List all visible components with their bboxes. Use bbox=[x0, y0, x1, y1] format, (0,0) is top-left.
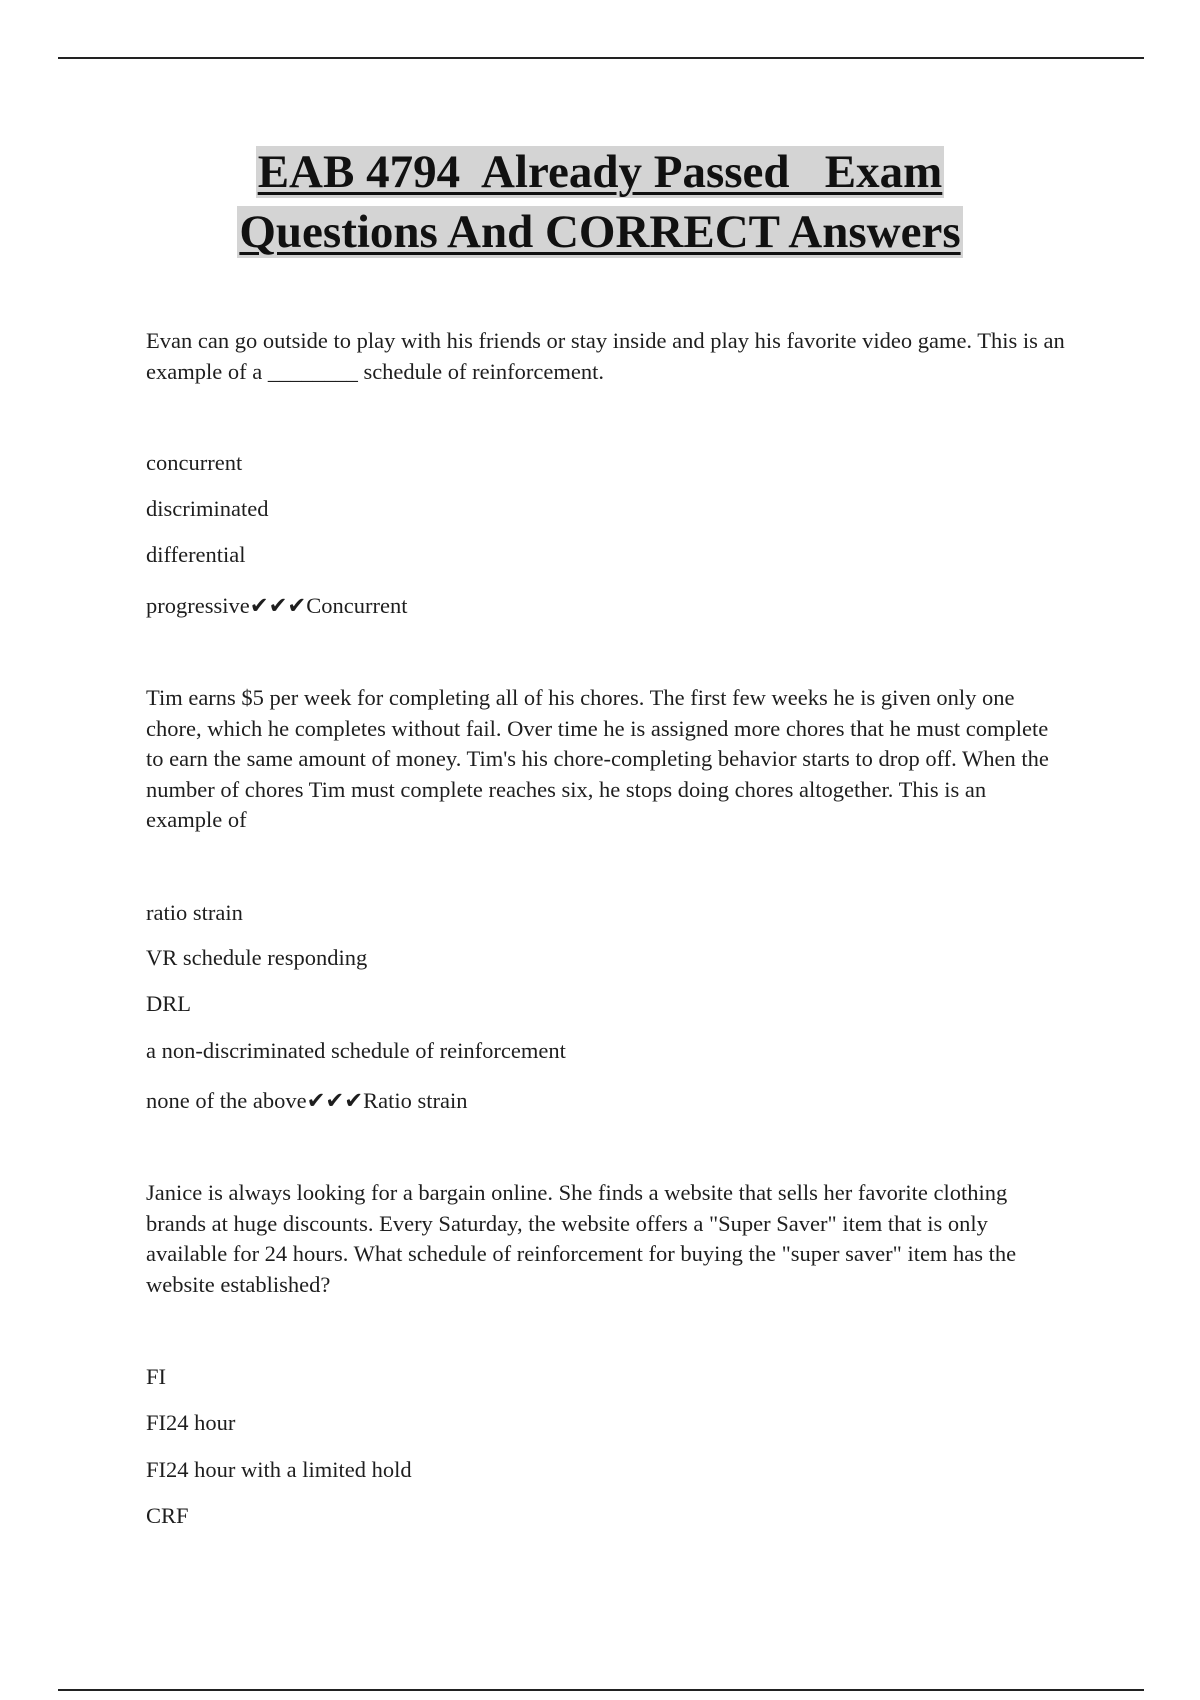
title-line-2 bbox=[0, 202, 1200, 262]
question-3-option: CRF bbox=[146, 1503, 189, 1528]
question-2-option: DRL bbox=[146, 991, 191, 1016]
question-3-option: FI24 hour with a limited hold bbox=[146, 1457, 412, 1482]
title-line-2-text: Questions And CORRECT Answers bbox=[239, 206, 961, 258]
title-line-1-text: EAB 4794 Already Passed Exam bbox=[257, 146, 943, 198]
question-1-option: concurrent bbox=[146, 450, 243, 475]
question-3: Janice is always looking for a bargain online. She finds a website that sells her favorite clothing brands at huge discounts. Every Saturday, the website offers a "Super Saver" item that is only available for 24 hours. What schedule of reinforcement for buying the "super saver" item has the website established? bbox=[146, 1180, 1017, 1297]
question-2-option-with-answer: none of the above✔✔✔Ratio strain bbox=[146, 1088, 468, 1113]
question-2-option: VR schedule responding bbox=[146, 945, 368, 970]
question-3-option: FI bbox=[146, 1364, 167, 1389]
question-3-option: FI24 hour bbox=[146, 1410, 236, 1435]
question-1-option: differential bbox=[146, 542, 246, 567]
top-rule bbox=[58, 57, 1144, 59]
bottom-rule bbox=[58, 1689, 1144, 1691]
question-2-option: a non-discriminated schedule of reinforcement bbox=[146, 1038, 566, 1063]
document-title bbox=[0, 142, 1200, 262]
question-2-option: ratio strain bbox=[146, 900, 243, 925]
question-1-option: discriminated bbox=[146, 496, 269, 521]
title-line-1 bbox=[0, 142, 1200, 202]
question-2: Tim earns $5 per week for completing all of his chores. The first few weeks he is given only one chore, which he completes without fail. Over time he is assigned more chores that he must complete to earn the same amount of money. Tim's his chore-completing behavior starts to drop off. When the number of chores Tim must complete reaches six, he stops doing chores altogether. This is an example of bbox=[146, 685, 1049, 832]
question-1-option-with-answer: progressive✔✔✔Concurrent bbox=[146, 593, 408, 618]
question-1: Evan can go outside to play with his friends or stay inside and play his favorite video game. This is an example of a ________ schedule of reinforcement. bbox=[146, 328, 1065, 384]
